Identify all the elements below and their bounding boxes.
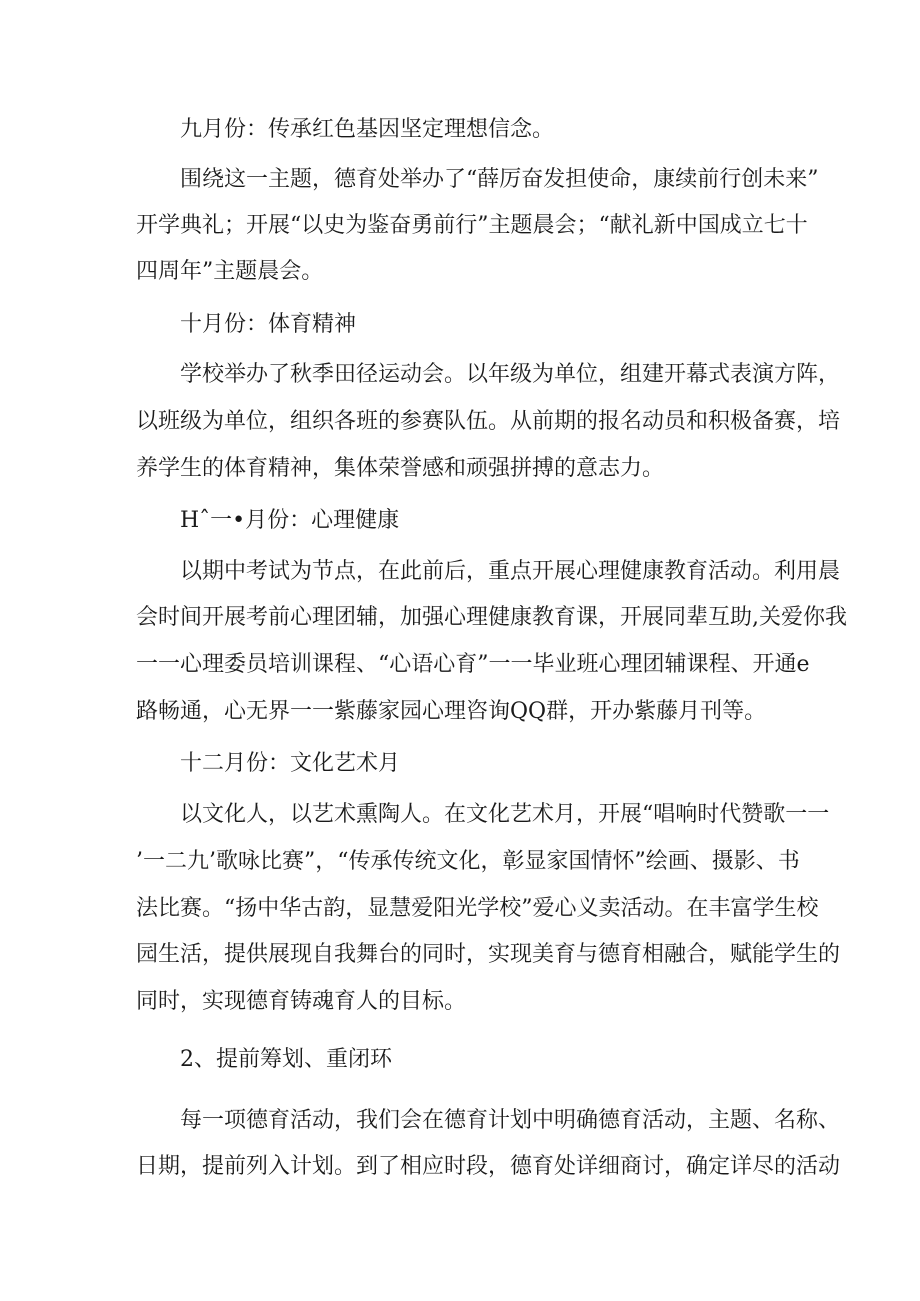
paragraph-line: 园生活，提供展现自我舞台的同时，实现美育与德育相融合，赋能学生的: [136, 942, 841, 967]
paragraph-line: 开学典礼；开展“以史为鉴奋勇前行”主题晨会；“献礼新中国成立七十: [136, 213, 808, 238]
heading-october: 十月份：体育精神: [180, 312, 357, 337]
heading-september: 九月份：传承红色基因坚定理想信念。: [180, 117, 555, 142]
paragraph-line: 以期中考试为节点，在此前后，重点开展心理健康教育活动。利用晨: [180, 559, 841, 584]
paragraph-line: 以文化人，以艺术熏陶人。在文化艺术月，开展“唱响时代赞歌一一: [180, 802, 830, 827]
paragraph-line: 同时，实现德育铸魂育人的目标。: [136, 989, 467, 1014]
paragraph-line: 会时间开展考前心理团辅，加强心理健康教育课，开展同辈互助,关爱你我: [136, 605, 847, 630]
paragraph-line: 每一项德育活动，我们会在德育计划中明确德育活动，主题、名称、: [180, 1108, 841, 1133]
paragraph-line: 以班级为单位，组织各班的参赛队伍。从前期的报名动员和积极备赛，培: [136, 409, 841, 434]
paragraph-line: 法比赛。“扬中华古韵，显慧爱阳光学校”爱心义卖活动。在丰富学生校: [136, 896, 819, 921]
paragraph-line: 学校举办了秋季田径运动会。以年级为单位，组建开幕式表演方阵，: [180, 362, 841, 387]
paragraph-line: ’一二九’歌咏比赛”，“传承传统文化，彰显家国情怀”绘画、摄影、书: [136, 849, 800, 874]
heading-november: Hˆ一•月份：心理健康: [180, 508, 400, 533]
paragraph-line: 四周年”主题晨会。: [136, 259, 324, 284]
section-heading: 2、提前筹划、重闭环: [180, 1047, 392, 1072]
paragraph-line: 养学生的体育精神，集体荣誉感和顽强拼搏的意志力。: [136, 456, 665, 481]
heading-december: 十二月份：文化艺术月: [180, 751, 401, 776]
paragraph-line: 路畅通，心无界一一紫藤家园心理咨询QQ群，开办紫藤月刊等。: [136, 699, 767, 724]
paragraph-line: 一一心理委员培训课程、“心语心育”一一毕业班心理团辅课程、开通e: [136, 652, 810, 677]
paragraph-line: 日期，提前列入计划。到了相应时段，德育处详细商讨，确定详尽的活动: [136, 1154, 841, 1179]
paragraph-line: 围绕这一主题，德育处举办了“薛厉奋发担使命，康续前行创未来”: [180, 167, 819, 192]
